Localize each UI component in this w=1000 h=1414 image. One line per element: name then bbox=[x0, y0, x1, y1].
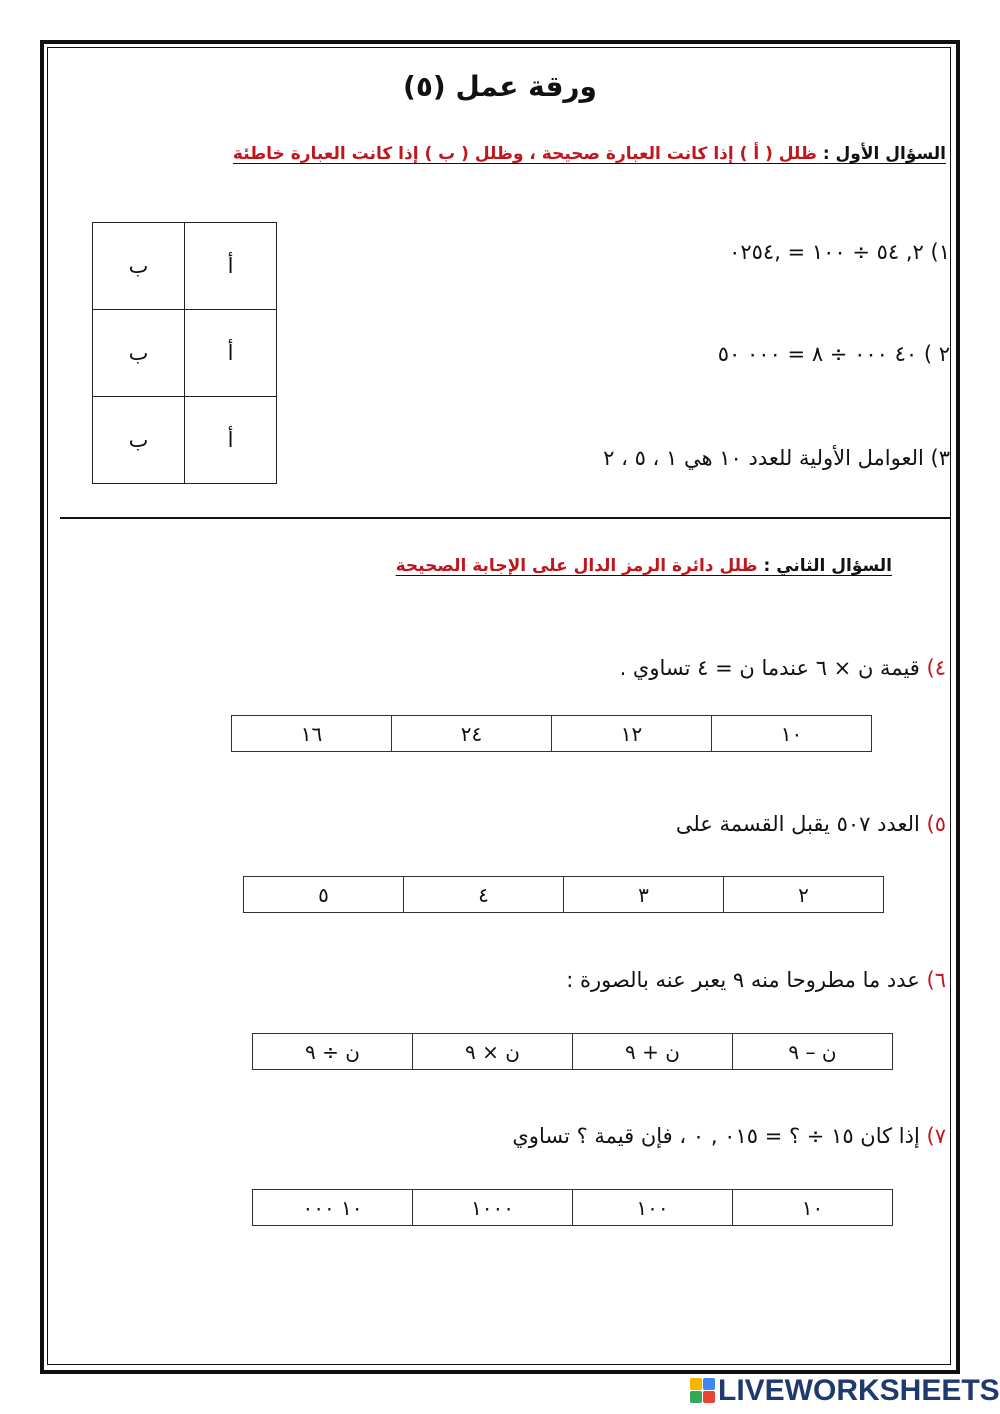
option-value: ١٠ ٠٠٠ bbox=[302, 1195, 363, 1220]
worksheet-title: ورقة عمل (٥) bbox=[403, 70, 597, 103]
q2-item-7-text: إذا كان ١٥ ÷ ؟ = ٠١٥ , ٠ ، فإن قيمة ؟ تساوي bbox=[512, 1124, 920, 1148]
answer-row-2 bbox=[93, 310, 277, 397]
q2-item-7 bbox=[512, 1124, 946, 1148]
q2-item-6-number: ٦) bbox=[926, 968, 946, 992]
answer-2-choice-b[interactable]: ب bbox=[93, 310, 185, 397]
q2-item-5-number: ٥) bbox=[926, 812, 946, 836]
option-value: ١٢ bbox=[620, 721, 643, 746]
answer-1-choice-a[interactable]: أ bbox=[185, 223, 277, 310]
q1-instruction: ظلل ( أ ) إذا كانت العبارة صحيحة ، وظلل ( ب ) إذا كانت العبارة خاطئة bbox=[232, 144, 817, 164]
q2-item-4-option-4[interactable] bbox=[232, 716, 392, 752]
q2-label: السؤال الثاني : bbox=[763, 556, 892, 576]
q2-item-4-text: قيمة ن × ٦ عندما ن = ٤ تساوي . bbox=[619, 656, 920, 680]
q1-item-3-text: العوامل الأولية للعدد ١٠ هي ١ ، ٥ ، ٢ bbox=[603, 446, 924, 470]
q1-item-1 bbox=[729, 240, 950, 264]
option-value: ١٦ bbox=[300, 721, 323, 746]
option-value: ١٠ bbox=[780, 721, 803, 746]
q2-item-6-options bbox=[252, 1033, 893, 1070]
q1-item-3-number: ٣) bbox=[930, 446, 950, 470]
answer-3-choice-a[interactable]: أ bbox=[185, 397, 277, 484]
q2-item-6-option-3[interactable] bbox=[413, 1034, 573, 1070]
q1-item-1-number: ١) bbox=[930, 240, 950, 264]
q2-item-6-option-1[interactable] bbox=[733, 1034, 893, 1070]
option-value: ٢ bbox=[798, 882, 809, 907]
q2-item-5 bbox=[676, 812, 946, 836]
q2-item-4 bbox=[620, 656, 946, 680]
option-value: ١٠٠ bbox=[636, 1195, 669, 1220]
q2-item-7-number: ٧) bbox=[926, 1124, 946, 1148]
answer-1-choice-b[interactable]: ب bbox=[93, 223, 185, 310]
q2-item-5-option-2[interactable] bbox=[564, 877, 724, 913]
q1-item-3 bbox=[603, 446, 950, 470]
q2-item-6-option-4[interactable] bbox=[253, 1034, 413, 1070]
option-value: ٤ bbox=[478, 882, 489, 907]
q1-item-2-number: ٢ ) bbox=[923, 342, 950, 366]
option-value: ن ÷ ٩ bbox=[305, 1039, 360, 1064]
q2-item-5-options bbox=[243, 876, 884, 913]
option-value: ن + ٩ bbox=[625, 1039, 680, 1064]
q2-item-5-option-3[interactable] bbox=[404, 877, 564, 913]
q1-item-2 bbox=[718, 342, 950, 366]
q2-item-7-option-4[interactable] bbox=[253, 1190, 413, 1226]
q2-item-7-option-1[interactable] bbox=[733, 1190, 893, 1226]
answer-3-choice-b[interactable]: ب bbox=[93, 397, 185, 484]
option-value: ٥ bbox=[318, 882, 329, 907]
q2-item-4-options bbox=[231, 715, 872, 752]
q1-header bbox=[233, 144, 946, 164]
liveworksheets-logo[interactable] bbox=[690, 1374, 1000, 1408]
option-value: ١٠ bbox=[801, 1195, 824, 1220]
answer-row-3 bbox=[93, 397, 277, 484]
answer-row-1 bbox=[93, 223, 277, 310]
q2-header bbox=[396, 556, 892, 576]
option-value: ١٠٠٠ bbox=[471, 1195, 514, 1220]
q2-item-5-text: العدد ٥٠٧ يقبل القسمة على bbox=[675, 812, 920, 836]
q2-item-6-option-2[interactable] bbox=[573, 1034, 733, 1070]
section-divider bbox=[60, 517, 950, 519]
liveworksheets-logo-icon bbox=[690, 1378, 716, 1404]
option-value: ٢٤ bbox=[460, 721, 483, 746]
q2-item-4-option-1[interactable] bbox=[712, 716, 872, 752]
q1-item-1-text: ٢, ٥٤ ÷ ١٠٠ = ,٠٢٥٤ bbox=[729, 240, 924, 264]
option-value: ن × ٩ bbox=[465, 1039, 520, 1064]
q2-item-4-option-3[interactable] bbox=[392, 716, 552, 752]
q2-item-4-option-2[interactable] bbox=[552, 716, 712, 752]
q2-item-5-option-1[interactable] bbox=[724, 877, 884, 913]
q2-item-6-text: عدد ما مطروحا منه ٩ يعبر عنه بالصورة : bbox=[566, 968, 920, 992]
liveworksheets-logo-text: LIVEWORKSHEETS bbox=[718, 1374, 1000, 1407]
option-value: ن – ٩ bbox=[788, 1039, 837, 1064]
q1-label: السؤال الأول : bbox=[822, 144, 946, 164]
q2-item-6 bbox=[566, 968, 946, 992]
q2-item-7-option-3[interactable] bbox=[413, 1190, 573, 1226]
q2-item-5-option-4[interactable] bbox=[244, 877, 404, 913]
q2-item-7-option-2[interactable] bbox=[573, 1190, 733, 1226]
option-value: ٣ bbox=[638, 882, 649, 907]
answer-2-choice-a[interactable]: أ bbox=[185, 310, 277, 397]
q2-item-4-number: ٤) bbox=[926, 656, 946, 680]
q2-instruction: ظلل دائرة الرمز الدال على الإجابة الصحيحة bbox=[395, 556, 758, 576]
true-false-answer-grid bbox=[92, 222, 277, 484]
q2-item-7-options bbox=[252, 1189, 893, 1226]
q1-item-2-text: ٤٠ ٠٠٠ ÷ ٨ = ٠٠٠ ٥٠ bbox=[717, 342, 918, 366]
